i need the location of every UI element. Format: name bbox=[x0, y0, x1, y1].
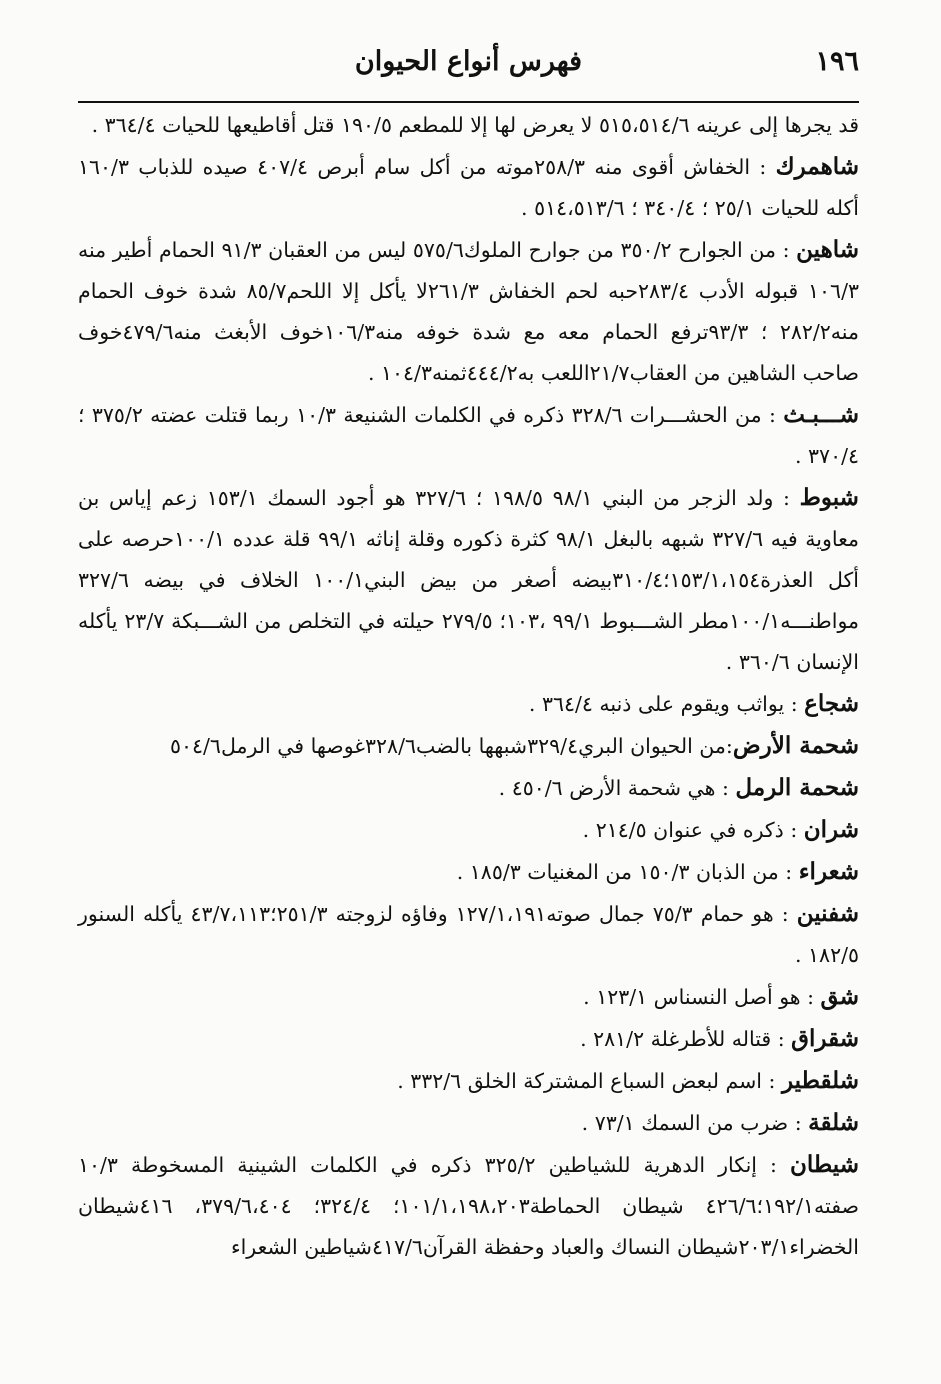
entry-term: شبوط bbox=[799, 484, 859, 511]
entry-separator: : bbox=[783, 818, 804, 842]
index-entry bbox=[78, 725, 859, 767]
entry-separator: : bbox=[775, 238, 797, 262]
index-entry bbox=[78, 809, 859, 851]
index-entry bbox=[78, 104, 859, 146]
entry-text: يواثب ويقوم على ذنبه ٣٦٤/٤ . bbox=[528, 692, 785, 716]
entry-term: شعراء bbox=[798, 858, 859, 885]
entry-term: شران bbox=[803, 816, 859, 843]
entry-term: شيطان bbox=[790, 1151, 859, 1178]
entry-term: شحمة الرمل bbox=[735, 774, 859, 801]
entry-text: هو حمام ٧٥/٣ جمال صوته١٢٧/١،١٩١ وفاؤه لزوجته ٢٥١/٣؛٤٣/٧،١١٣ يأكله السنور ١٨٢/٥ . bbox=[78, 902, 859, 967]
index-entry bbox=[78, 146, 859, 229]
entry-text: اسم لبعض السباع المشتركة الخلق ٣٣٢/٦ . bbox=[397, 1069, 763, 1093]
entry-text: ضرب من السمك ٧٣/١ . bbox=[581, 1111, 789, 1135]
running-title: فهرس أنواع الحيوان bbox=[354, 46, 583, 77]
index-entry bbox=[78, 394, 859, 477]
index-entry bbox=[78, 976, 859, 1018]
index-entry bbox=[78, 1018, 859, 1060]
page-number: ١٩٦ bbox=[815, 46, 859, 77]
entry-text: هي شحمة الأرض ٤٥٠/٦ . bbox=[498, 776, 716, 800]
entry-text: ذكره في عنوان ٢١٤/٥ . bbox=[582, 818, 784, 842]
entry-term: شـــبـث bbox=[783, 401, 859, 428]
entry-text: إنكار الدهرية للشياطين ٣٢٥/٢ ذكره في الكلمات الشينية المسخوطة ١٠/٣ صفته١٩٢/١؛٤٢٦/٦ شيطان الحماطة١٠١/١،١٩٨،٢٠٣؛ ٣٢٤/٤؛ ٣٧٩/٦،٤٠٤، ٤١٦شيطان الخضراء٢٠٣/١شيطان النساك والعباد وحفظة القرآن٤١٧/٦شياطين الشعراء bbox=[78, 1153, 859, 1259]
entry-term: شاهين bbox=[796, 236, 859, 263]
entry-separator: : bbox=[784, 692, 805, 716]
index-entry bbox=[78, 1102, 859, 1144]
entry-term: شلقة bbox=[808, 1109, 859, 1136]
entry-text: هو أصل النسناس ١٢٣/١ . bbox=[583, 985, 801, 1009]
entry-term: شاهمرك bbox=[775, 153, 860, 180]
entry-separator: : bbox=[756, 1153, 791, 1177]
entry-separator: : bbox=[715, 776, 736, 800]
entry-term: شلقطير bbox=[781, 1067, 859, 1094]
entry-separator: : bbox=[750, 155, 776, 179]
entry-term: شحمة الأرض bbox=[732, 732, 859, 759]
header-rule bbox=[78, 101, 859, 103]
entry-text: قتاله للأطرغلة ٢٨١/٢ . bbox=[580, 1027, 772, 1051]
entry-separator: : bbox=[788, 1111, 809, 1135]
index-entry bbox=[78, 229, 859, 394]
entry-separator: : bbox=[725, 734, 733, 758]
index-entry bbox=[78, 1144, 859, 1268]
index-entry bbox=[78, 1060, 859, 1102]
entry-separator: : bbox=[761, 403, 784, 427]
index-entries bbox=[78, 104, 859, 1268]
entry-text: من الحيوان البري٣٢٩/٤شبهها بالضب٣٢٨/٦غوصها في الرمل٥٠٤/٦ bbox=[169, 734, 726, 758]
index-entry bbox=[78, 851, 859, 893]
entry-text: من الجوارح ٣٥٠/٢ من جوارح الملوك٥٧٥/٦ ليس من العقبان ٩١/٣ الحمام أطير منه ١٠٦/٣ قبوله الأدب ٢٨٣/٤حبه لحم الخفاش ٢٦١/٣لا يأكل إلا اللحم٨٥/٧ شدة خوف الحمام منه٢٨٢/٢ ؛ ٩٣/٣ترفع الحمام معه مع شدة خوفه منه١٠٦/٣خوف الأبغث منه٤٧٩/٦خوف صاحب الشاهين من العقاب٢١/٧اللعب به٤٤٤/٢ثمنه١٠٤/٣ . bbox=[78, 238, 859, 385]
entry-text: ولد الزجر من البني ٩٨/١ ١٩٨/٥ ؛ ٣٢٧/٦ هو أجود السمك ١٥٣/١ زعم إياس بن معاوية فيه ٣٢٧/٦ شبهه بالبغل ٩٨/١ كثرة ذكوره وقلة إناثه ٩٩/١ قلة عدده ١٠٠/١حرصه على أكل العذرة١٥٣/١،١٥٤؛٣١٠/٤بيضه أصغر من بيض البني١٠٠/١ الخلاف في بيضه ٣٢٧/٦ مواطنـــه١٠٠/١مطر الشـــبوط ٩٩/١ ،١٠٣؛ ٢٧٩/٥ حيلته في التخلص من الشـــبكة ٢٣/٧ يأكله الإنسان ٣٦٠/٦ . bbox=[78, 486, 860, 674]
entry-text: من الحشـــرات ٣٢٨/٦ ذكره في الكلمات الشنيعة ١٠/٣ ربما قتلت عضته ٣٧٥/٢ ؛ ٣٧٠/٤ . bbox=[78, 403, 859, 468]
index-entry bbox=[78, 767, 859, 809]
entry-term: شفنين bbox=[796, 900, 859, 927]
entry-text: الخفاش أقوى منه ٢٥٨/٣موته من أكل سام أبرص ٤٠٧/٤ صيده للذباب ١٦٠/٣ أكله للحيات ٢٥/١ ؛ ٣٤٠/٤ ؛ ٥١٤،٥١٣/٦ . bbox=[78, 155, 859, 220]
index-entry bbox=[78, 683, 859, 725]
entry-separator: : bbox=[773, 902, 797, 926]
entry-term: شق bbox=[820, 983, 859, 1010]
entry-separator: : bbox=[778, 860, 799, 884]
page-header bbox=[78, 40, 859, 100]
entry-separator: : bbox=[771, 1027, 792, 1051]
entry-separator: : bbox=[773, 486, 800, 510]
entry-text: من الذبان ١٥٠/٣ من المغنيات ١٨٥/٣ . bbox=[456, 860, 779, 884]
entry-separator: : bbox=[800, 985, 821, 1009]
entry-term: شقراق bbox=[791, 1025, 859, 1052]
entry-separator: : bbox=[762, 1069, 782, 1093]
index-entry bbox=[78, 893, 859, 976]
index-entry bbox=[78, 477, 859, 683]
entry-term: شجاع bbox=[804, 690, 859, 717]
entry-text: قد يجرها إلى عرينه ٥١٥،٥١٤/٦ لا يعرض لها إلا للمطعم ١٩٠/٥ قتل أقاطيعها للحيات ٣٦٤/٤ . bbox=[91, 113, 859, 137]
